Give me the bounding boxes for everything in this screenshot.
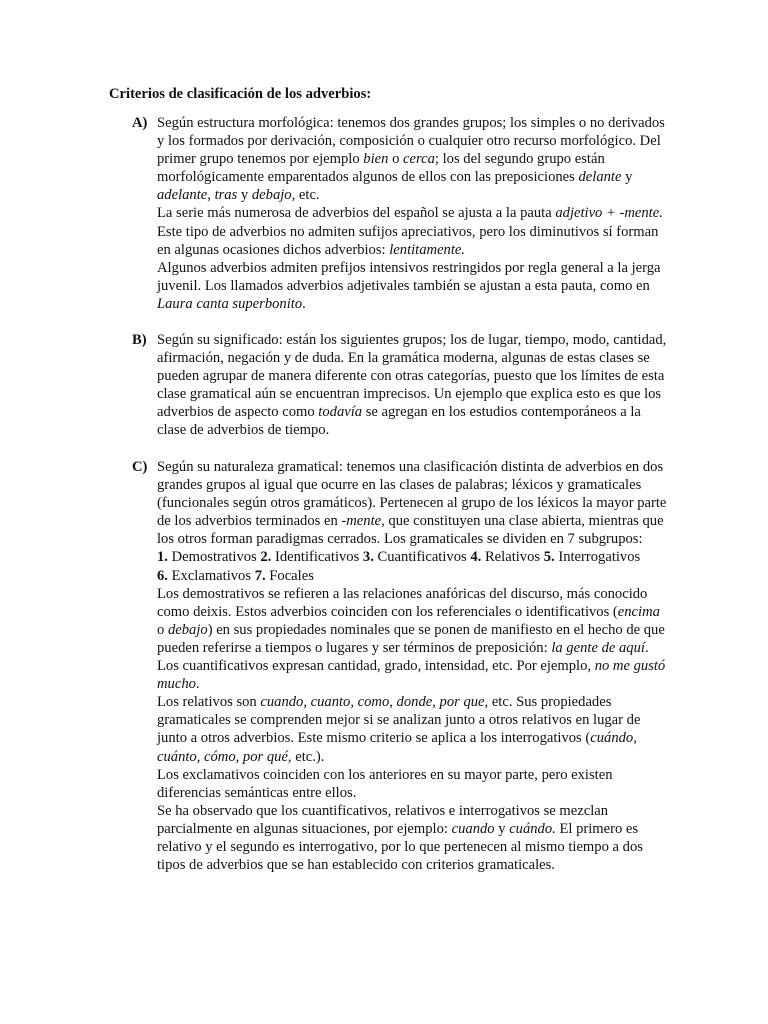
text-run: Los relativos son — [157, 694, 261, 711]
italic-text: todavía — [318, 404, 363, 421]
italic-text: debajo — [251, 187, 292, 204]
italic-text: tras — [214, 187, 238, 204]
paragraph — [157, 693, 667, 765]
text-run: Se ha observado que los cuantificativos, relativos e interrogativos se mezclan parcialmente en algunas situaciones, por ejemplo: — [157, 802, 609, 837]
text-run: Los demostrativos se refieren a las relaciones anafóricas del discurso, más conocido como deixis. Estos adverbios coinciden con los referenciales o identificativos ( — [157, 585, 648, 620]
italic-text: lentitamente. — [389, 241, 466, 258]
list-number: 1. — [157, 549, 168, 566]
italic-text: cuándo, cuánto, cómo, por qué, — [157, 730, 637, 765]
list-number: 2. — [260, 549, 272, 566]
section-body — [157, 114, 667, 313]
italic-text: adjetivo + -mente. — [555, 205, 663, 222]
text-run: Según su significado: están los siguientes grupos; los de lugar, tiempo, modo, cantidad, afirmación, negación y de duda. En la gramática moderna, algunas de estas clases se pueden agrupar de manera diferente con otras categorías, puesto que los límites de esta clase gramatical aún se encuentran imprecisos. Un ejemplo que explica esto es que los adverbios de aspecto como — [157, 332, 667, 421]
text-run: etc. Sus propiedades gramaticales se comprenden mejor si se analizan junto a otros relativos en lugar de junto a otros adverbios. Este mismo criterio se aplica a los interrogativos ( — [157, 694, 641, 747]
italic-text: delante — [578, 169, 622, 186]
page-title: Criterios de clasificación de los adverbios: — [109, 86, 372, 102]
paragraph — [157, 204, 667, 258]
list-number: 5. — [543, 549, 555, 566]
paragraph — [157, 548, 667, 566]
text-run: . — [644, 639, 649, 656]
text-run: Según estructura morfológica: tenemos dos grandes grupos; los simples o no derivados y los formados por derivación, composición o cualquier otro recurso morfológico. Del primer grupo tenemos por ejemplo — [157, 115, 665, 168]
italic-text: cuando, cuanto, como, donde, por que, — [260, 694, 489, 711]
text-run: . — [302, 295, 306, 312]
italic-text: bien — [363, 151, 389, 168]
list-number: 4. — [470, 549, 482, 566]
paragraph — [157, 657, 667, 693]
text-run: Identificativos — [271, 549, 363, 566]
italic-text: -mente — [341, 513, 382, 530]
section-body — [157, 458, 667, 874]
section-letter: B) — [132, 332, 147, 348]
text-run: Los exclamativos coinciden con los anteriores en su mayor parte, pero existen diferencias semánticas entre ellos. — [157, 766, 613, 801]
text-run: ; los del segundo grupo están morfológicamente emparentados algunos de ellos con las preposiciones — [157, 151, 605, 186]
text-run: ) en sus propiedades nominales que se ponen de manifiesto en el hecho de que pueden referirse a tiempos o lugares y ser términos de preposición: — [157, 621, 665, 656]
text-run: o — [388, 151, 404, 168]
text-run: etc.). — [291, 748, 325, 765]
section-body — [157, 331, 667, 440]
text-run: Demostrativos — [167, 549, 261, 566]
paragraph — [157, 802, 667, 874]
text-run: , etc. — [291, 187, 320, 204]
text-run: La serie más numerosa de adverbios del español se ajusta a la pauta — [157, 205, 556, 222]
paragraph — [157, 458, 667, 548]
text-run: Relativos — [481, 549, 544, 566]
list-number: 6. — [157, 567, 168, 584]
paragraph — [157, 259, 667, 313]
text-run: y — [621, 169, 633, 186]
text-run: , que constituyen una clase abierta, mientras que los otros forman paradigmas cerrados. Los gramaticales se dividen en 7 subgrupos: — [157, 513, 664, 548]
text-run: Según su naturaleza gramatical: tenemos una clasificación distinta de adverbios en dos grandes grupos al igual que ocurre en las clases de palabras; léxicos y gramaticales (funcionales según otros gramáticos). Pertenecen al grupo de los léxicos la mayor parte de los adverbios terminados en — [157, 459, 667, 530]
list-number: 7. — [254, 567, 266, 584]
text-run: Focales — [265, 567, 314, 584]
text-run: Algunos adverbios admiten prefijos intensivos restringidos por regla general a la jerga juvenil. Los llamados adverbios adjetivales también se ajustan a esta pauta, como en — [157, 259, 661, 294]
paragraph — [157, 331, 667, 440]
italic-text: cuando — [451, 820, 495, 837]
italic-text: cuándo. — [509, 820, 556, 837]
text-run: Este tipo de adverbios no admiten sufijos apreciativos, pero los diminutivos sí forman en algunas ocasiones dichos adverbios: — [157, 223, 659, 258]
text-run: . — [195, 676, 200, 693]
paragraph — [157, 766, 667, 802]
list-number: 3. — [362, 549, 374, 566]
italic-text: Laura canta superbonito — [157, 295, 303, 312]
text-run: Interrogativos — [554, 549, 641, 566]
text-run: y — [237, 187, 252, 204]
paragraph — [157, 567, 667, 585]
text-run: Los cuantificativos expresan cantidad, grado, intensidad, etc. Por ejemplo, — [157, 658, 595, 675]
paragraph — [157, 585, 667, 657]
italic-text: encima — [617, 603, 660, 620]
section-letter: C) — [132, 459, 148, 475]
text-run: Exclamativos — [167, 567, 255, 584]
text-run: o — [157, 621, 168, 638]
text-run: El primero es relativo y el segundo es interrogativo, por lo que pertenecen al mismo tiempo a dos tipos de adverbios que se han establecido con criterios gramaticales. — [157, 820, 643, 874]
italic-text: debajo — [167, 621, 208, 638]
italic-text: cerca — [403, 151, 435, 168]
italic-text: adelante — [157, 187, 208, 204]
italic-text: no me gustó mucho — [157, 658, 666, 693]
text-run: se agregan en los estudios contemporáneos a la clase de adverbios de tiempo. — [157, 404, 641, 439]
text-run: Cuantificativos — [373, 549, 471, 566]
text-run: y — [494, 820, 510, 837]
text-run: , — [207, 187, 215, 204]
paragraph — [157, 114, 667, 204]
italic-text: la gente de aquí — [551, 639, 645, 656]
section-letter: A) — [132, 115, 148, 131]
